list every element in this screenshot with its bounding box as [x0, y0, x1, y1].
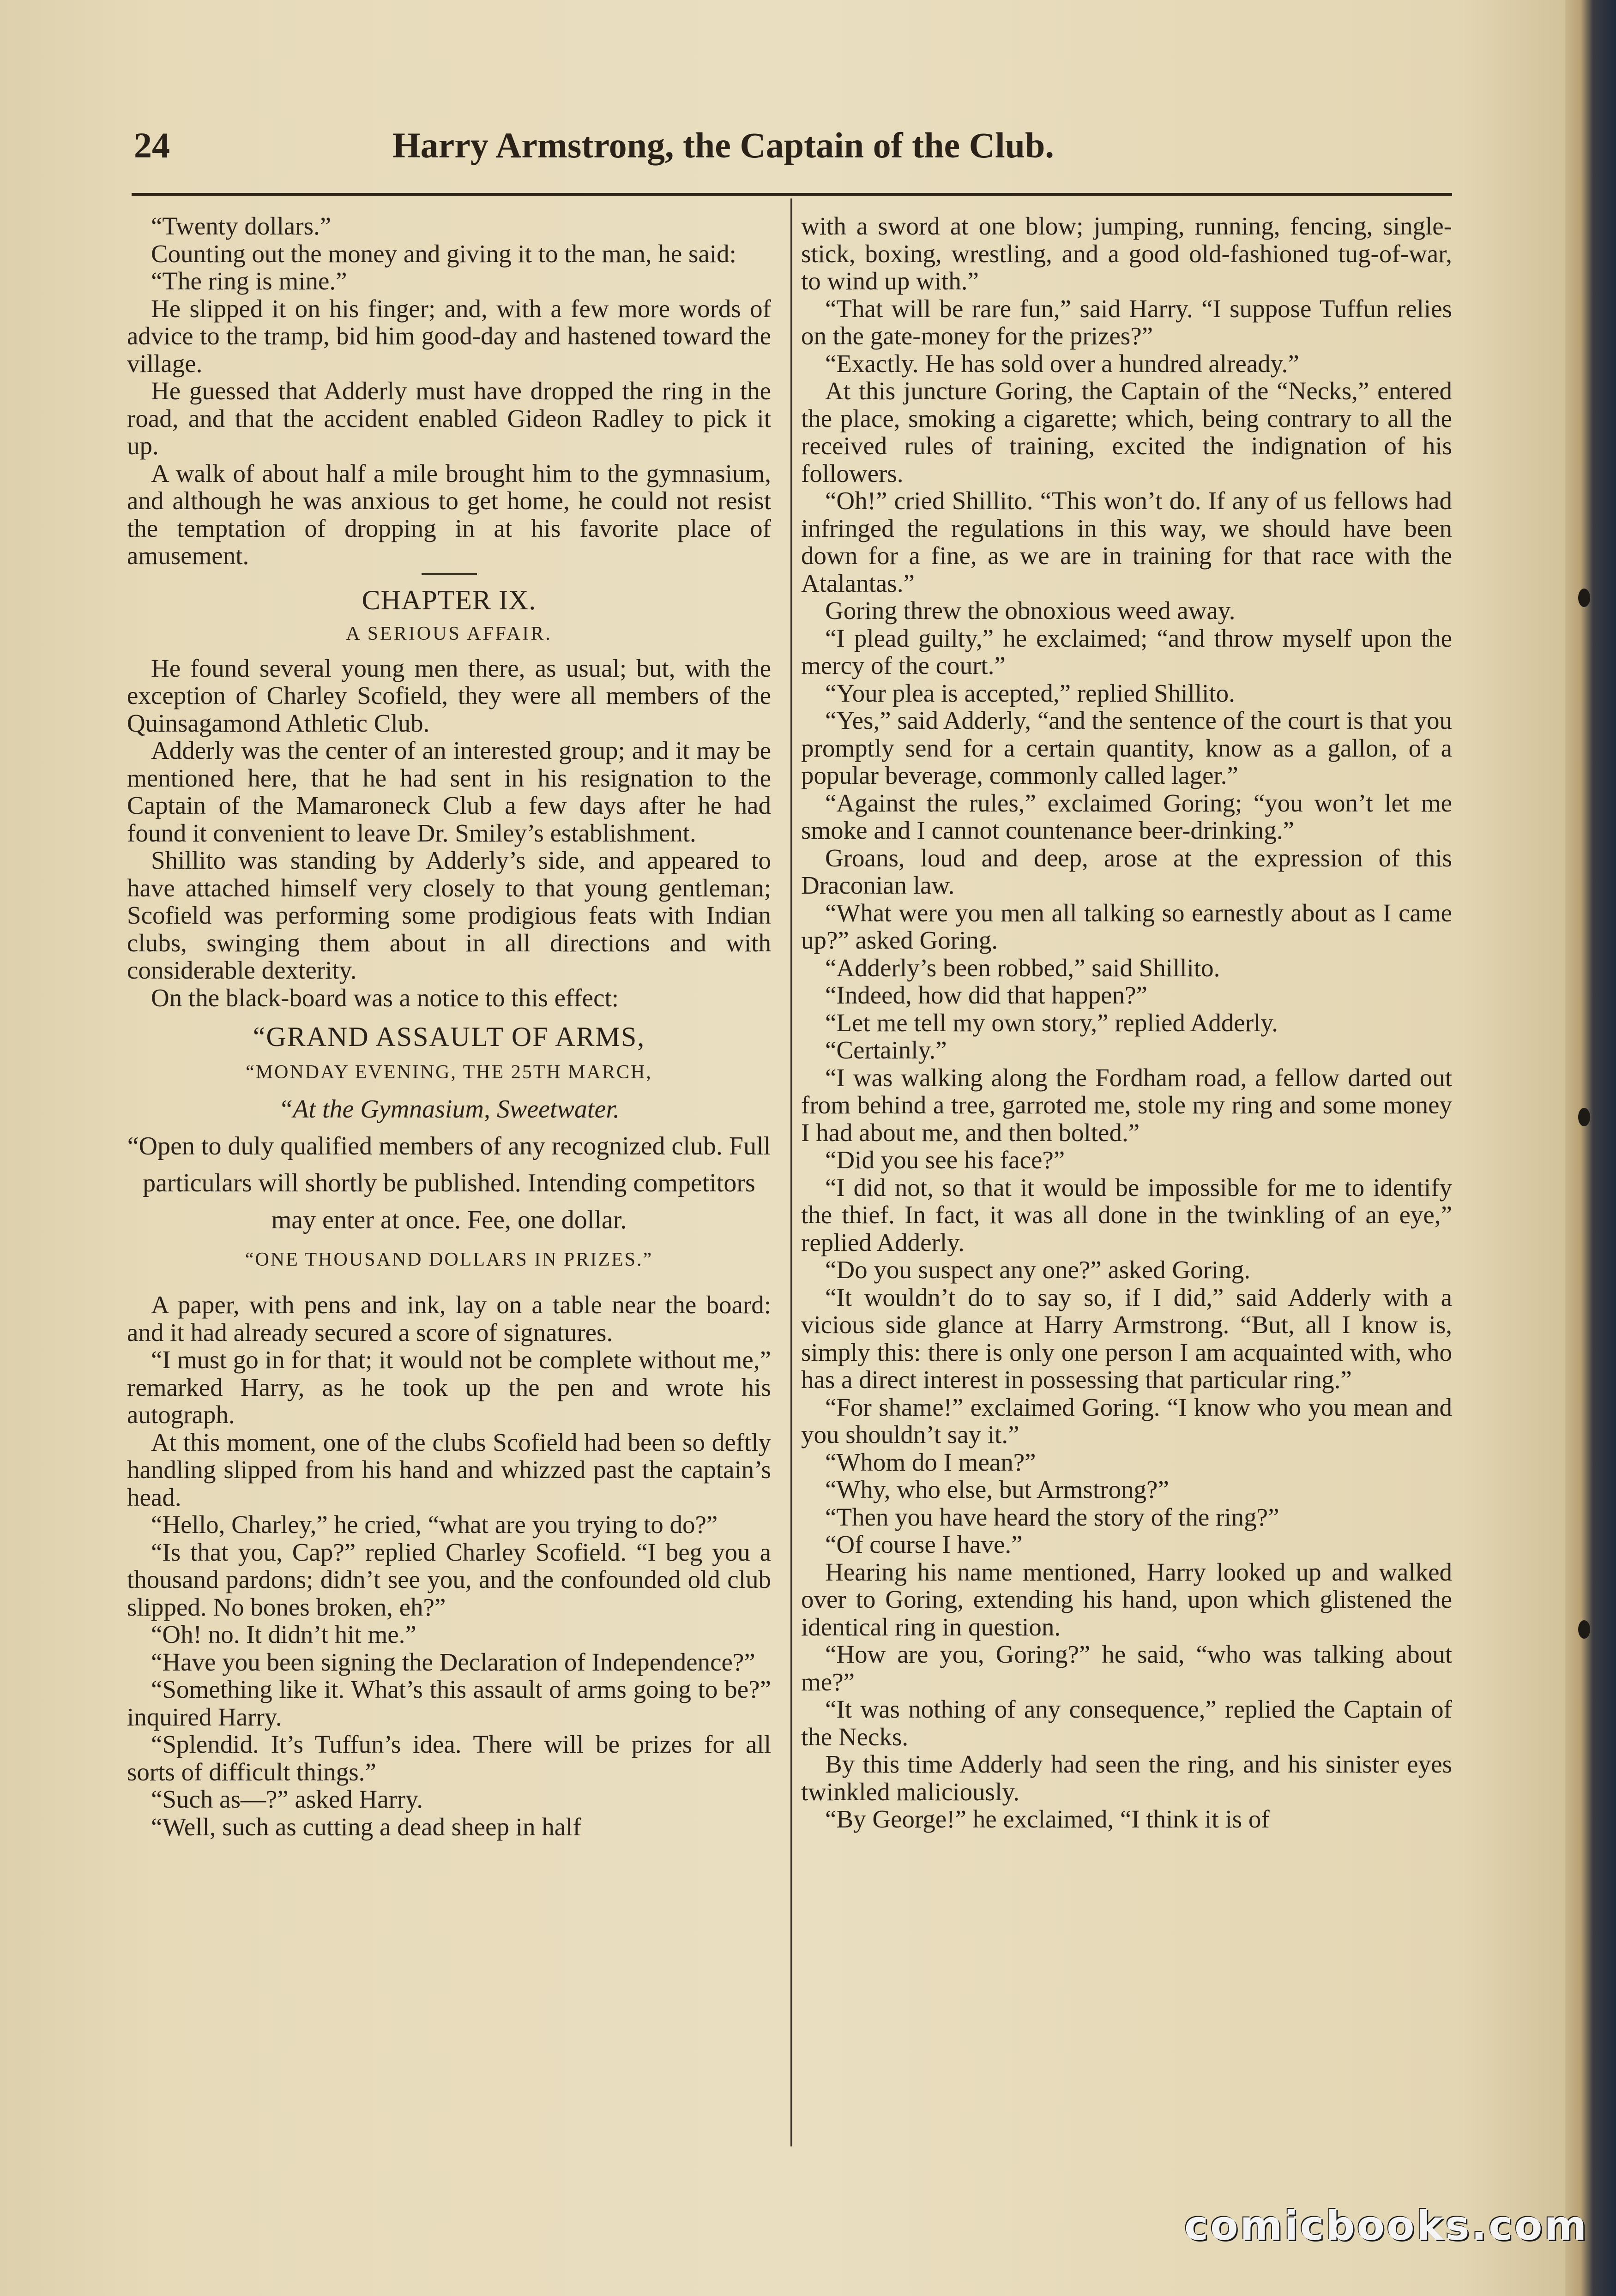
book-spine [1565, 0, 1616, 2296]
paragraph: “Then you have heard the story of the ring?” [825, 1503, 1279, 1531]
paragraph: “Such as—?” asked Harry. [151, 1785, 423, 1813]
paragraph: “Have you been signing the Declaration of Independence?” [151, 1647, 755, 1676]
binding-hole [1578, 1620, 1590, 1639]
watermark: comicbooks.com [1184, 2202, 1589, 2249]
paragraph: “Adderly’s been robbed,” said Shillito. [825, 953, 1220, 982]
page-header [134, 125, 1450, 175]
paragraph: “Yes,” said Adderly, “and the sentence of the court is that you promptly send for a certain quantity, know as a gallon, of a popular beverage, commonly called lager.” [801, 706, 1452, 789]
paragraph: “By George!” he exclaimed, “I think it is of [825, 1805, 1270, 1833]
paragraph: Goring threw the obnoxious weed away. [825, 596, 1236, 625]
paragraph: “Do you suspect any one?” asked Goring. [825, 1256, 1250, 1284]
chapter-subtitle: A SERIOUS AFFAIR. [346, 623, 552, 644]
paragraph: “Did you see his face?” [825, 1146, 1065, 1174]
paragraph: He slipped it on his finger; and, with a few more words of advice to the tramp, bid him good-day and hastened toward the village. [127, 294, 771, 378]
paragraph: On the black-board was a notice to this effect: [151, 983, 619, 1012]
blackboard-notice [127, 1020, 771, 1278]
paragraph: “Twenty dollars.” [151, 212, 332, 240]
paragraph: Shillito was standing by Adderly’s side, and appeared to have attached himself very closely to that young gentleman; Scofield was performing some prodigious feats with Indian clubs, swinging them about in all directions and with considerable dexterity. [127, 846, 771, 984]
paragraph: “Certainly.” [825, 1036, 947, 1064]
paragraph: “It wouldn’t do to say so, if I did,” said Adderly with a vicious side glance at Harry Armstrong. “But, all I know is, simply this: there is only one person I am acquainted with, who has a direct interest in possessing that particular ring.” [801, 1283, 1452, 1394]
paragraph: “Well, such as cutting a dead sheep in half [151, 1812, 581, 1841]
chapter-heading: CHAPTER IX. [362, 584, 537, 615]
paragraph: By this time Adderly had seen the ring, and his sinister eyes twinkled maliciously. [801, 1750, 1452, 1806]
paragraph: “Let me tell my own story,” replied Adderly. [825, 1008, 1278, 1037]
paragraph: A walk of about half a mile brought him to the gymnasium, and although he was anxious to get home, he could not resist the temptation of dropping in at his favorite place of amusement. [127, 459, 771, 570]
paragraph: “Why, who else, but Armstrong?” [825, 1475, 1169, 1503]
paragraph: “I must go in for that; it would not be complete without me,” remarked Harry, as he took up the pen and wrote his autograph. [127, 1346, 771, 1429]
paragraph: “Splendid. It’s Tuffun’s idea. There will be prizes for all sorts of difficult things.” [127, 1730, 771, 1786]
paragraph: Groans, loud and deep, arose at the expression of this Draconian law. [801, 843, 1452, 899]
notice-line: “Open to duly qualified members of any recognized club. Full particulars will shortly be published. Intending competitors may enter at once. Fee, one dollar. [127, 1132, 771, 1234]
running-title: Harry Armstrong, the Captain of the Club. [392, 125, 1054, 165]
paragraph: “That will be rare fun,” said Harry. “I suppose Tuffun relies on the gate-money for the prizes?” [801, 294, 1452, 350]
paragraph: “Is that you, Cap?” replied Charley Scofield. “I beg you a thousand pardons; didn’t see you, and the confounded old club slipped. No bones broken, eh?” [127, 1538, 771, 1621]
paragraph: At this juncture Goring, the Captain of the “Necks,” entered the place, smoking a cigarette; which, being contrary to all the received rules of training, excited the indignation of his followers. [801, 377, 1452, 487]
paragraph: “Exactly. He has sold over a hundred already.” [825, 349, 1299, 378]
paragraph: “For shame!” exclaimed Goring. “I know who you mean and you shouldn’t say it.” [801, 1393, 1452, 1449]
paragraph: “Whom do I mean?” [825, 1448, 1036, 1476]
paragraph: “What were you men all talking so earnestly about as I came up?” asked Goring. [801, 898, 1452, 954]
notice-line: “At the Gymnasium, Sweetwater. [278, 1095, 620, 1124]
paragraph: “Hello, Charley,” he cried, “what are you trying to do?” [151, 1510, 718, 1539]
paragraph: “Your plea is accepted,” replied Shillito. [825, 679, 1235, 707]
notice-line: “ONE THOUSAND DOLLARS IN PRIZES.” [245, 1249, 653, 1270]
paragraph: “Indeed, how did that happen?” [825, 981, 1147, 1009]
paragraph: Counting out the money and giving it to the man, he said: [151, 239, 736, 268]
paragraph: He guessed that Adderly must have dropped the ring in the road, and that the accident enabled Gideon Radley to pick it up. [127, 377, 771, 460]
paragraph: “I was walking along the Fordham road, a fellow darted out from behind a tree, garroted me, stole my ring and some money I had about me, and then bolted.” [801, 1063, 1452, 1147]
paragraph: A paper, with pens and ink, lay on a table near the board: and it had already secured a score of signatures. [127, 1291, 771, 1346]
continuation-paragraph: with a sword at one blow; jumping, running, fencing, single-stick, boxing, wrestling, and a good old-fashioned tug-of-war, to wind up with.” [801, 212, 1452, 295]
notice-line: “GRAND ASSAULT OF ARMS, [253, 1022, 645, 1052]
notice-line: “MONDAY EVENING, THE 25TH MARCH, [246, 1062, 652, 1083]
binding-hole [1578, 1108, 1590, 1126]
paragraph: “I did not, so that it would be impossible for me to identify the thief. In fact, it was all done in the twinkling of an eye,” replied Adderly. [801, 1173, 1452, 1256]
paragraph: Hearing his name mentioned, Harry looked up and walked over to Goring, extending his hand, upon which glistened the identical ring in question. [801, 1557, 1452, 1641]
paragraph: “Against the rules,” exclaimed Goring; “you won’t let me smoke and I cannot countenance beer-drinking.” [801, 788, 1452, 844]
left-column [127, 212, 771, 2151]
paragraph: “Of course I have.” [825, 1530, 1023, 1558]
paragraph: “Oh!” cried Shillito. “This won’t do. If any of us fellows had infringed the regulations in this way, we should have been down for a fine, as we are in training for that race with the Atalantas.” [801, 487, 1452, 597]
paragraph: At this moment, one of the clubs Scofield had been so deftly handling slipped from his hand and whizzed past the captain’s head. [127, 1428, 771, 1511]
paragraph: “How are you, Goring?” he said, “who was talking about me?” [801, 1640, 1452, 1696]
paragraph: “Oh! no. It didn’t hit me.” [151, 1620, 416, 1648]
column-divider [790, 198, 792, 2146]
header-rule [132, 193, 1452, 196]
paragraph: He found several young men there, as usual; but, with the exception of Charley Scofield, they were all members of the Quinsagamond Athletic Club. [127, 654, 771, 737]
paragraph: “The ring is mine.” [151, 267, 347, 295]
section-rule [422, 573, 477, 575]
right-column [801, 212, 1452, 2151]
paragraph: “Something like it. What’s this assault of arms going to be?” inquired Harry. [127, 1675, 771, 1731]
paragraph: “I plead guilty,” he exclaimed; “and throw myself upon the mercy of the court.” [801, 624, 1452, 679]
paragraph: Adderly was the center of an interested group; and it may be mentioned here, that he had sent in his resignation to the Captain of the Mamaroneck Club a few days after he had found it convenient to leave Dr. Smiley’s establishment. [127, 736, 771, 847]
paragraph: “It was nothing of any consequence,” replied the Captain of the Necks. [801, 1695, 1452, 1751]
binding-hole [1578, 589, 1590, 607]
page-number: 24 [134, 125, 170, 165]
